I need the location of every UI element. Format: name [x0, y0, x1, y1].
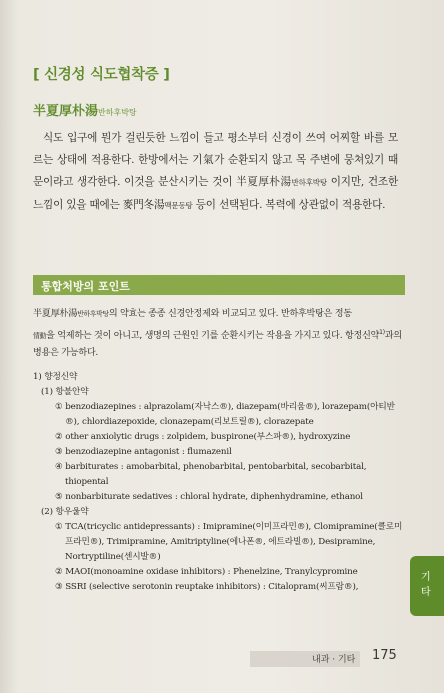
prescription-title [33, 100, 137, 119]
point-line-a-reading: 반하후박탕 [77, 310, 109, 318]
section-title: [ 신경성 식도협착증 ] [33, 67, 170, 83]
side-tab-label: 기타 [421, 572, 431, 598]
drug-group-antidepressants: (2) 항우울약 [41, 507, 89, 517]
drug-item: ③ benzodiazepine antagonist : flumazenil [55, 447, 232, 457]
paragraph-reading-b: 맥문동탕 [164, 201, 193, 210]
point-line-c-hanja: 情動 [33, 331, 47, 340]
footer-section: 내과 · 기타 [312, 655, 356, 665]
side-tab[interactable] [410, 556, 444, 616]
drug-list [33, 370, 405, 595]
drug-item: ③ SSRI (selective serotonin reuptake inhibitors) : Citalopram(씨프람®), [55, 582, 359, 592]
drug-item: ⑤ nonbarbiturate sedatives : chloral hydrate, diphenhydramine, ethanol [55, 492, 363, 502]
paragraph-reading-a: 반하후박탕 [291, 178, 327, 187]
point-header-bar [33, 275, 405, 295]
page-number: 175 [372, 648, 397, 663]
point-line-d: 과의 병용은 가능하다. [33, 330, 402, 359]
drug-item: ① benzodiazepines : alprazolam(자낙스®), diazepam(바리움®), lorazepam(아티반®), chlordiazepoxide, clonazepam(리보트릴®), clorazepate [55, 402, 395, 427]
prescription-name: 半夏厚朴湯 [33, 104, 99, 119]
point-line-a: 半夏厚朴湯 [33, 309, 78, 319]
point-footnote-ref: 1) [379, 328, 385, 336]
point-text [33, 306, 405, 363]
drug-list-heading: 1) 향정신약 [33, 372, 78, 382]
paragraph-text-c: 등이 선택된다. 복력에 상관없이 적용한다. [192, 199, 386, 211]
body-paragraph [33, 127, 398, 217]
drug-group-anxiolytics: (1) 항불안약 [41, 387, 89, 397]
point-line-c: 을 억제하는 것이 아니고, 생명의 근원인 기를 순환시키는 작용을 가지고 있다. 항정신약 [46, 330, 380, 341]
point-header: 통합처방의 포인트 [41, 280, 130, 293]
paragraph-text-b: 이지만, 건조한 느낌이 있을 때에는 麥門冬湯 [33, 176, 398, 211]
prescription-reading: 반하후박탕 [98, 108, 137, 117]
point-line-b: 의 약효는 종종 신경안정제와 비교되고 있다. 반하후박탕은 정동 [108, 309, 352, 319]
drug-item: ② MAOI(monoamine oxidase inhibitors) : Phenelzine, Tranylcypromine [55, 567, 358, 577]
drug-item: ② other anxiolytic drugs : zolpidem, buspirone(부스파®), hydroxyzine [55, 432, 351, 442]
drug-item: ④ barbiturates : amobarbital, phenobarbital, pentobarbital, secobarbital, thiopental [55, 462, 367, 487]
drug-item: ① TCA(tricyclic antidepressants) : Imipramine(이미프라민®), Clomipramine(클로미프라민®), Trimipramine, Amitriptyline(에나폰®, 에트라빌®), Desipramine, Nortryptiline(센시발®) [55, 522, 403, 562]
paragraph-text-a: 식도 입구에 뭔가 걸린듯한 느낌이 들고 평소부터 신경이 쓰여 어찌할 바를 모르는 상태에 적용한다. 한방에서는 기氣가 순환되지 않고 목 주변에 뭉쳐있기 때문이라고 생각한다. 이것을 분산시키는 것이 半夏厚朴湯 [33, 132, 398, 188]
